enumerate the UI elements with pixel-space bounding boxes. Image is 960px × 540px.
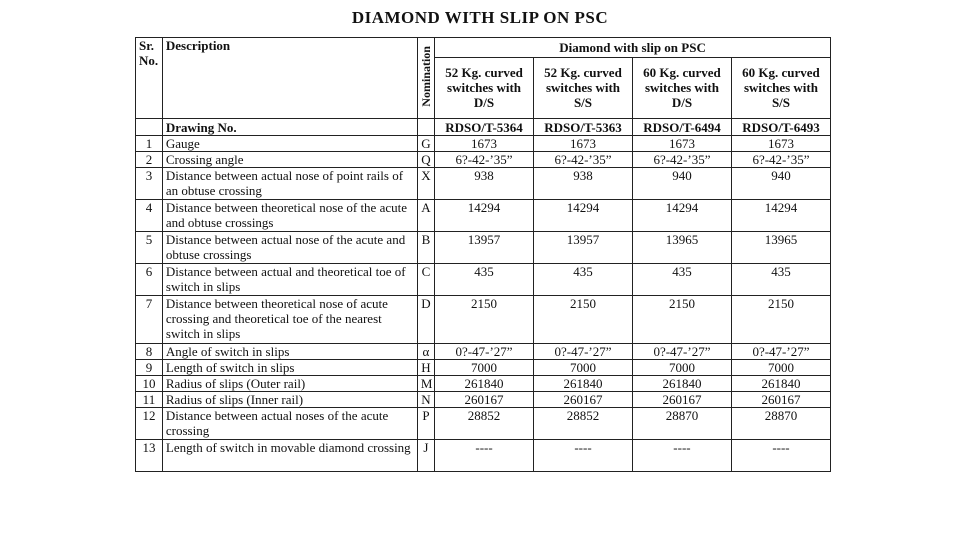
row-value: 940 bbox=[731, 168, 830, 200]
row-nomination: C bbox=[417, 264, 434, 296]
row-value: 6?-42-’35” bbox=[632, 152, 731, 168]
row-value: 6?-42-’35” bbox=[731, 152, 830, 168]
row-description: Distance between actual and theoretical toe of switch in slips bbox=[162, 264, 417, 296]
row-value: 938 bbox=[435, 168, 534, 200]
header-row bbox=[136, 38, 831, 58]
row-nomination: M bbox=[417, 376, 434, 392]
page-title: DIAMOND WITH SLIP ON PSC bbox=[351, 8, 609, 27]
row-description: Radius of slips (Outer rail) bbox=[162, 376, 417, 392]
row-description: Crossing angle bbox=[162, 152, 417, 168]
row-value: 13965 bbox=[731, 232, 830, 264]
table-row bbox=[136, 152, 831, 168]
row-value: 2150 bbox=[731, 296, 830, 344]
row-value: 0?-47-’27” bbox=[435, 344, 534, 360]
row-value: ---- bbox=[731, 440, 830, 472]
row-value: 2150 bbox=[435, 296, 534, 344]
row-nomination: J bbox=[417, 440, 434, 472]
table-row bbox=[136, 344, 831, 360]
row-nomination: α bbox=[417, 344, 434, 360]
row-nomination: X bbox=[417, 168, 434, 200]
row-value: 261840 bbox=[435, 376, 534, 392]
row-value: 7000 bbox=[632, 360, 731, 376]
table-row bbox=[136, 232, 831, 264]
row-sr-no: 8 bbox=[136, 344, 163, 360]
row-value: 1673 bbox=[435, 136, 534, 152]
row-description: Gauge bbox=[162, 136, 417, 152]
description-header: Description bbox=[162, 38, 417, 119]
sr-no-header: Sr. No. bbox=[136, 38, 163, 119]
column-header: 60 Kg. curved switches with S/S bbox=[731, 57, 830, 118]
row-sr-no: 12 bbox=[136, 408, 163, 440]
drawing-number: RDSO/T-5364 bbox=[435, 119, 534, 136]
row-value: 13965 bbox=[632, 232, 731, 264]
row-value: 14294 bbox=[632, 200, 731, 232]
row-sr-no: 10 bbox=[136, 376, 163, 392]
row-value: 938 bbox=[534, 168, 633, 200]
row-sr-no: 2 bbox=[136, 152, 163, 168]
row-description: Distance between theoretical nose of acute crossing and theoretical toe of the nearest switch in slips bbox=[162, 296, 417, 344]
table-body bbox=[136, 136, 831, 472]
row-description: Length of switch in movable diamond crossing bbox=[162, 440, 417, 472]
row-nomination: P bbox=[417, 408, 434, 440]
row-value: 13957 bbox=[534, 232, 633, 264]
row-sr-no: 11 bbox=[136, 392, 163, 408]
row-nomination: D bbox=[417, 296, 434, 344]
column-header: 52 Kg. curved switches with S/S bbox=[534, 57, 633, 118]
drawing-number: RDSO/T-5363 bbox=[534, 119, 633, 136]
column-header: 60 Kg. curved switches with D/S bbox=[632, 57, 731, 118]
drawing-label: Drawing No. bbox=[162, 119, 417, 136]
row-nomination: G bbox=[417, 136, 434, 152]
row-value: ---- bbox=[632, 440, 731, 472]
drawing-number: RDSO/T-6494 bbox=[632, 119, 731, 136]
row-description: Distance between theoretical nose of the acute and obtuse crossings bbox=[162, 200, 417, 232]
row-value: 1673 bbox=[632, 136, 731, 152]
row-sr-no: 13 bbox=[136, 440, 163, 472]
row-value: 14294 bbox=[534, 200, 633, 232]
table-row bbox=[136, 168, 831, 200]
row-description: Distance between actual nose of point rails of an obtuse crossing bbox=[162, 168, 417, 200]
table-row bbox=[136, 376, 831, 392]
row-sr-no: 1 bbox=[136, 136, 163, 152]
nomination-header bbox=[417, 38, 434, 119]
row-value: 14294 bbox=[435, 200, 534, 232]
table-row bbox=[136, 408, 831, 440]
row-value: 14294 bbox=[731, 200, 830, 232]
table-row bbox=[136, 200, 831, 232]
row-description: Length of switch in slips bbox=[162, 360, 417, 376]
row-value: ---- bbox=[435, 440, 534, 472]
row-value: 0?-47-’27” bbox=[534, 344, 633, 360]
drawing-number-row bbox=[136, 119, 831, 136]
row-value: 260167 bbox=[632, 392, 731, 408]
row-sr-no: 4 bbox=[136, 200, 163, 232]
row-value: 435 bbox=[534, 264, 633, 296]
nomination-header-label: Nomination bbox=[418, 46, 433, 107]
row-value: 435 bbox=[435, 264, 534, 296]
table-row bbox=[136, 296, 831, 344]
row-nomination: B bbox=[417, 232, 434, 264]
row-value: 260167 bbox=[731, 392, 830, 408]
table-row bbox=[136, 136, 831, 152]
row-value: 260167 bbox=[534, 392, 633, 408]
row-value: 1673 bbox=[534, 136, 633, 152]
row-sr-no: 3 bbox=[136, 168, 163, 200]
row-value: 28870 bbox=[632, 408, 731, 440]
row-sr-no: 5 bbox=[136, 232, 163, 264]
row-description: Radius of slips (Inner rail) bbox=[162, 392, 417, 408]
row-value: 940 bbox=[632, 168, 731, 200]
row-nomination: Q bbox=[417, 152, 434, 168]
row-value: 13957 bbox=[435, 232, 534, 264]
row-value: ---- bbox=[534, 440, 633, 472]
row-nomination: A bbox=[417, 200, 434, 232]
row-value: 6?-42-’35” bbox=[435, 152, 534, 168]
row-value: 261840 bbox=[731, 376, 830, 392]
row-value: 6?-42-’35” bbox=[534, 152, 633, 168]
row-sr-no: 6 bbox=[136, 264, 163, 296]
row-value: 0?-47-’27” bbox=[632, 344, 731, 360]
row-value: 28870 bbox=[731, 408, 830, 440]
specification-table bbox=[135, 37, 831, 472]
row-value: 261840 bbox=[534, 376, 633, 392]
row-value: 7000 bbox=[534, 360, 633, 376]
drawing-sr-cell bbox=[136, 119, 163, 136]
row-description: Distance between actual noses of the acute crossing bbox=[162, 408, 417, 440]
row-description: Angle of switch in slips bbox=[162, 344, 417, 360]
row-value: 435 bbox=[632, 264, 731, 296]
row-description: Distance between actual nose of the acute and obtuse crossings bbox=[162, 232, 417, 264]
drawing-number: RDSO/T-6493 bbox=[731, 119, 830, 136]
row-value: 7000 bbox=[435, 360, 534, 376]
row-value: 2150 bbox=[632, 296, 731, 344]
row-value: 435 bbox=[731, 264, 830, 296]
row-value: 260167 bbox=[435, 392, 534, 408]
row-value: 0?-47-’27” bbox=[731, 344, 830, 360]
row-sr-no: 7 bbox=[136, 296, 163, 344]
row-value: 28852 bbox=[534, 408, 633, 440]
row-value: 28852 bbox=[435, 408, 534, 440]
row-value: 261840 bbox=[632, 376, 731, 392]
row-nomination: H bbox=[417, 360, 434, 376]
row-sr-no: 9 bbox=[136, 360, 163, 376]
row-value: 7000 bbox=[731, 360, 830, 376]
table-row bbox=[136, 440, 831, 472]
column-header: 52 Kg. curved switches with D/S bbox=[435, 57, 534, 118]
row-value: 1673 bbox=[731, 136, 830, 152]
table-row bbox=[136, 360, 831, 376]
group-header: Diamond with slip on PSC bbox=[435, 38, 831, 58]
drawing-nom-cell bbox=[417, 119, 434, 136]
row-nomination: N bbox=[417, 392, 434, 408]
table-row bbox=[136, 264, 831, 296]
row-value: 2150 bbox=[534, 296, 633, 344]
table-row bbox=[136, 392, 831, 408]
